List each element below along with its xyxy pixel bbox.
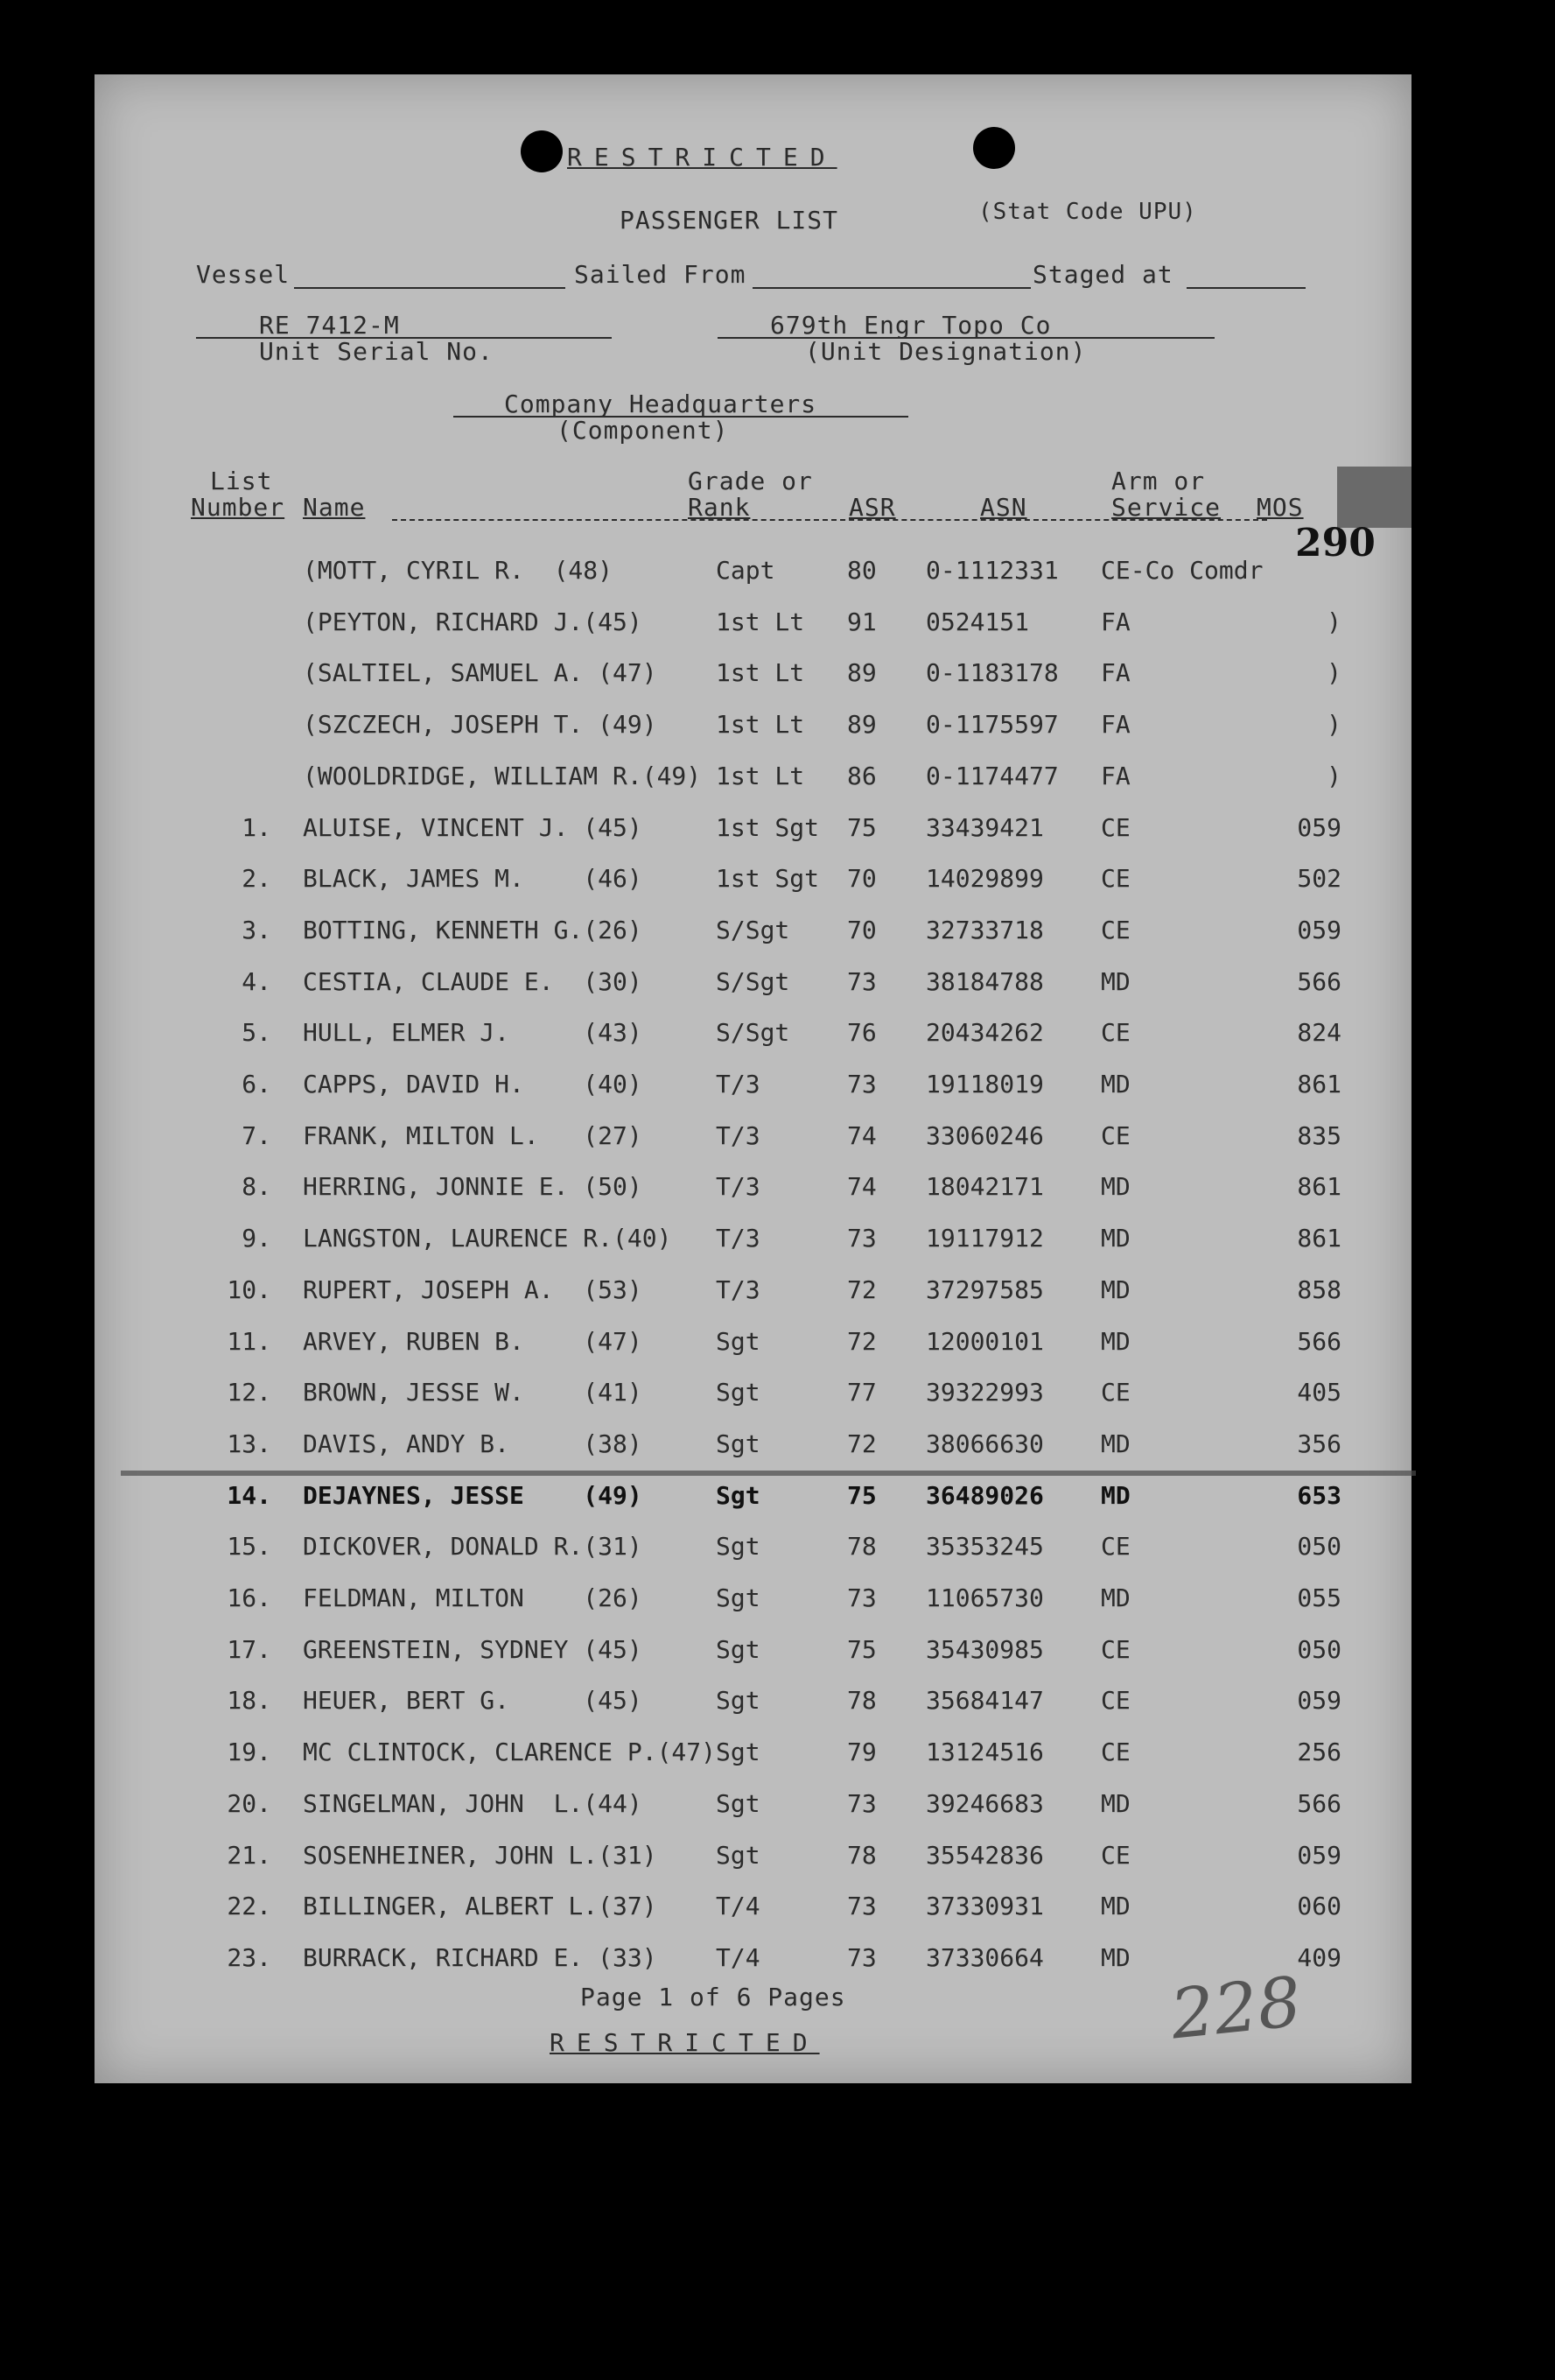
row-asr: 73 <box>847 1224 877 1253</box>
row-asr: 78 <box>847 1686 877 1716</box>
row-asn: 38184788 <box>926 966 1044 996</box>
row-asr: 91 <box>847 607 877 636</box>
row-arm: MD <box>1101 1172 1131 1202</box>
row-name: DAVIS, ANDY B. (38) <box>303 1429 642 1458</box>
row-arm: CE <box>1101 1634 1131 1664</box>
row-asr: 73 <box>847 1942 877 1972</box>
table-row <box>95 1018 1411 1053</box>
row-mos: 824 <box>1297 1018 1341 1048</box>
row-asr: 72 <box>847 1274 877 1304</box>
table-row <box>95 1327 1411 1362</box>
row-grade: T/4 <box>716 1892 760 1921</box>
row-asn: 0-1112331 <box>926 556 1059 585</box>
row-asr: 70 <box>847 864 877 894</box>
row-asn: 37330664 <box>926 1942 1044 1972</box>
row-asr: 73 <box>847 1583 877 1612</box>
row-asr: 79 <box>847 1738 877 1767</box>
sailed-from-line <box>753 287 1031 289</box>
table-row <box>95 1686 1411 1721</box>
row-mos: 050 <box>1297 1634 1341 1664</box>
row-asn: 19117912 <box>926 1224 1044 1253</box>
row-name: DICKOVER, DONALD R.(31) <box>303 1532 642 1562</box>
row-grade: Sgt <box>716 1480 760 1510</box>
row-arm: CE <box>1101 915 1131 944</box>
row-arm: MD <box>1101 1788 1131 1818</box>
row-mos: 409 <box>1297 1942 1341 1972</box>
row-name: MC CLINTOCK, CLARENCE P.(47)Sgt <box>303 1738 760 1767</box>
strike-line <box>121 1471 1416 1476</box>
table-row <box>95 1275 1411 1310</box>
row-grade: T/3 <box>716 1120 760 1150</box>
table-row <box>95 1583 1411 1618</box>
row-asn: 20434262 <box>926 1018 1044 1048</box>
row-asn: 37297585 <box>926 1274 1044 1304</box>
row-asr: 72 <box>847 1429 877 1458</box>
row-name: ALUISE, VINCENT J. (45) <box>303 812 642 842</box>
table-row <box>95 1378 1411 1413</box>
row-number: 7. <box>242 1120 271 1150</box>
row-mos: 059 <box>1297 915 1341 944</box>
row-number: 14. <box>227 1480 271 1510</box>
handwritten-number: 228 <box>1166 1962 1306 2055</box>
row-number: 11. <box>227 1326 271 1356</box>
row-asn: 33060246 <box>926 1120 1044 1150</box>
table-row <box>95 556 1411 591</box>
row-number: 18. <box>227 1686 271 1716</box>
row-number: 1. <box>242 812 271 842</box>
row-asn: 19118019 <box>926 1070 1044 1099</box>
table-row <box>95 607 1411 642</box>
table-row <box>95 1841 1411 1876</box>
row-grade: S/Sgt <box>716 966 790 996</box>
page-edge-tab <box>1337 467 1411 528</box>
row-number: 9. <box>242 1224 271 1253</box>
row-mos: 059 <box>1297 1686 1341 1716</box>
row-name: ARVEY, RUBEN B. (47) <box>303 1326 642 1356</box>
row-grade: Sgt <box>716 1840 760 1870</box>
table-row <box>95 1738 1411 1773</box>
row-asn: 0-1175597 <box>926 710 1059 740</box>
col-list-bottom: Number <box>191 493 285 522</box>
row-number: 4. <box>242 966 271 996</box>
row-arm: MD <box>1101 1583 1131 1612</box>
col-grade-bottom: Rank <box>688 493 751 522</box>
row-arm: CE <box>1101 812 1131 842</box>
row-number: 19. <box>227 1738 271 1767</box>
row-arm: FA <box>1101 761 1131 790</box>
row-name: FRANK, MILTON L. (27) <box>303 1120 642 1150</box>
row-name: RUPERT, JOSEPH A. (53) <box>303 1274 642 1304</box>
row-mos: 059 <box>1297 1840 1341 1870</box>
row-name: GREENSTEIN, SYDNEY (45) <box>303 1634 642 1664</box>
row-arm: CE <box>1101 864 1131 894</box>
row-mos: 566 <box>1297 966 1341 996</box>
unit-designation-value: 679th Engr Topo Co <box>770 311 1052 340</box>
row-arm: CE <box>1101 1378 1131 1408</box>
table-row <box>95 1789 1411 1824</box>
row-name: SINGELMAN, JOHN L.(44) <box>303 1788 642 1818</box>
row-arm: FA <box>1101 658 1131 688</box>
row-grade: Sgt <box>716 1326 760 1356</box>
row-name: (WOOLDRIDGE, WILLIAM R.(49) <box>303 761 702 790</box>
row-asn: 33439421 <box>926 812 1044 842</box>
row-asr: 75 <box>847 812 877 842</box>
row-grade: Sgt <box>716 1583 760 1612</box>
row-asr: 72 <box>847 1326 877 1356</box>
row-grade: Sgt <box>716 1429 760 1458</box>
row-grade: 1st Lt <box>716 658 805 688</box>
row-number: 17. <box>227 1634 271 1664</box>
row-grade: Sgt <box>716 1634 760 1664</box>
row-arm: MD <box>1101 966 1131 996</box>
header-dash-line <box>392 519 1267 521</box>
col-asr: ASR <box>849 493 896 522</box>
row-asn: 11065730 <box>926 1583 1044 1612</box>
table-row <box>95 762 1411 797</box>
col-asn: ASN <box>980 493 1027 522</box>
vessel-label: Vessel <box>196 260 291 289</box>
row-mos: 861 <box>1297 1070 1341 1099</box>
row-number: 5. <box>242 1018 271 1048</box>
row-grade: 1st Lt <box>716 761 805 790</box>
row-grade: T/3 <box>716 1224 760 1253</box>
row-arm: CE-Co Comdr <box>1101 556 1264 585</box>
row-number: 8. <box>242 1172 271 1202</box>
row-arm: MD <box>1101 1224 1131 1253</box>
stat-code: (Stat Code UPU) <box>978 199 1197 225</box>
unit-serial-value: RE 7412-M <box>259 311 400 340</box>
table-row <box>95 813 1411 848</box>
row-mos: 356 <box>1297 1429 1341 1458</box>
row-asn: 13124516 <box>926 1738 1044 1767</box>
row-mos: 405 <box>1297 1378 1341 1408</box>
table-row <box>95 1429 1411 1464</box>
row-arm: MD <box>1101 1892 1131 1921</box>
table-row <box>95 1172 1411 1207</box>
classification-top: RESTRICTED <box>567 143 837 172</box>
row-mos: 050 <box>1297 1532 1341 1562</box>
row-number: 10. <box>227 1274 271 1304</box>
row-asn: 35542836 <box>926 1840 1044 1870</box>
component-label: (Component) <box>557 416 729 445</box>
document-title: PASSENGER LIST <box>620 206 839 235</box>
row-arm: FA <box>1101 710 1131 740</box>
row-mos: 835 <box>1297 1120 1341 1150</box>
unit-serial-label: Unit Serial No. <box>259 337 494 366</box>
row-name: LANGSTON, LAURENCE R.(40) <box>303 1224 672 1253</box>
row-arm: MD <box>1101 1942 1131 1972</box>
page-stamp-number: 290 <box>1295 521 1376 565</box>
table-row <box>95 864 1411 899</box>
row-mos: ) <box>1327 710 1341 740</box>
row-asn: 12000101 <box>926 1326 1044 1356</box>
row-number: 2. <box>242 864 271 894</box>
row-mos: 566 <box>1297 1788 1341 1818</box>
row-asr: 73 <box>847 1070 877 1099</box>
row-asn: 35684147 <box>926 1686 1044 1716</box>
row-asn: 18042171 <box>926 1172 1044 1202</box>
row-name: SOSENHEINER, JOHN L.(31) <box>303 1840 657 1870</box>
classification-bottom: RESTRICTED <box>550 2028 820 2057</box>
row-grade: T/3 <box>716 1274 760 1304</box>
punch-hole-right <box>973 127 1015 169</box>
row-number: 3. <box>242 915 271 944</box>
row-number: 6. <box>242 1070 271 1099</box>
row-name: HERRING, JONNIE E. (50) <box>303 1172 642 1202</box>
row-grade: 1st Sgt <box>716 864 820 894</box>
row-asr: 70 <box>847 915 877 944</box>
row-number: 20. <box>227 1788 271 1818</box>
row-name: (SALTIEL, SAMUEL A. (47) <box>303 658 657 688</box>
document-page <box>95 74 1411 2083</box>
table-row <box>95 1070 1411 1105</box>
row-grade: Sgt <box>716 1378 760 1408</box>
row-name: DEJAYNES, JESSE (49) <box>303 1480 642 1510</box>
table-row <box>95 1121 1411 1156</box>
row-arm: MD <box>1101 1429 1131 1458</box>
page-count: Page 1 of 6 Pages <box>580 1983 846 2011</box>
row-name: CESTIA, CLAUDE E. (30) <box>303 966 642 996</box>
row-arm: MD <box>1101 1274 1131 1304</box>
row-asn: 35430985 <box>926 1634 1044 1664</box>
row-grade: S/Sgt <box>716 915 790 944</box>
row-mos: 858 <box>1297 1274 1341 1304</box>
row-mos: 653 <box>1297 1480 1341 1510</box>
row-asr: 73 <box>847 966 877 996</box>
table-row <box>95 1224 1411 1259</box>
punch-hole-left <box>521 130 563 172</box>
table-row <box>95 967 1411 1002</box>
row-number: 21. <box>227 1840 271 1870</box>
row-arm: CE <box>1101 1840 1131 1870</box>
row-asn: 39246683 <box>926 1788 1044 1818</box>
row-grade: Sgt <box>716 1532 760 1562</box>
row-name: BROWN, JESSE W. (41) <box>303 1378 642 1408</box>
row-name: BLACK, JAMES M. (46) <box>303 864 642 894</box>
row-asr: 89 <box>847 658 877 688</box>
row-name: BILLINGER, ALBERT L.(37) <box>303 1892 657 1921</box>
col-grade-top: Grade or <box>688 467 813 495</box>
col-arm-bottom: Service <box>1111 493 1222 522</box>
row-asr: 80 <box>847 556 877 585</box>
row-name: (PEYTON, RICHARD J.(45) <box>303 607 642 636</box>
table-row <box>95 658 1411 693</box>
row-asr: 74 <box>847 1172 877 1202</box>
row-name: (MOTT, CYRIL R. (48) <box>303 556 613 585</box>
col-name: Name <box>303 493 366 522</box>
row-asr: 75 <box>847 1480 877 1510</box>
staged-at-line <box>1187 287 1306 289</box>
row-name: HEUER, BERT G. (45) <box>303 1686 642 1716</box>
table-row <box>95 1892 1411 1927</box>
table-row <box>95 1532 1411 1567</box>
row-arm: MD <box>1101 1326 1131 1356</box>
row-arm: CE <box>1101 1532 1131 1562</box>
row-asr: 78 <box>847 1532 877 1562</box>
sailed-from-label: Sailed From <box>574 260 746 289</box>
row-number: 12. <box>227 1378 271 1408</box>
component-value: Company Headquarters <box>504 390 817 418</box>
row-asr: 73 <box>847 1788 877 1818</box>
row-number: 23. <box>227 1942 271 1972</box>
row-asn: 38066630 <box>926 1429 1044 1458</box>
row-grade: Sgt <box>716 1788 760 1818</box>
row-arm: FA <box>1101 607 1131 636</box>
row-asn: 39322993 <box>926 1378 1044 1408</box>
row-grade: Sgt <box>716 1686 760 1716</box>
row-asr: 77 <box>847 1378 877 1408</box>
row-name: FELDMAN, MILTON (26) <box>303 1583 642 1612</box>
row-name: HULL, ELMER J. (43) <box>303 1018 642 1048</box>
row-asr: 74 <box>847 1120 877 1150</box>
row-mos: ) <box>1327 607 1341 636</box>
vessel-line <box>294 287 565 289</box>
row-grade: T/4 <box>716 1942 760 1972</box>
table-row <box>95 710 1411 745</box>
row-asr: 75 <box>847 1634 877 1664</box>
row-asn: 35353245 <box>926 1532 1044 1562</box>
row-name: CAPPS, DAVID H. (40) <box>303 1070 642 1099</box>
row-number: 13. <box>227 1429 271 1458</box>
row-mos: 861 <box>1297 1224 1341 1253</box>
row-arm: CE <box>1101 1120 1131 1150</box>
row-mos: 256 <box>1297 1738 1341 1767</box>
row-grade: 1st Sgt <box>716 812 820 842</box>
row-name: BURRACK, RICHARD E. (33) <box>303 1942 657 1972</box>
row-asn: 14029899 <box>926 864 1044 894</box>
staged-at-label: Staged at <box>1033 260 1173 289</box>
row-arm: MD <box>1101 1070 1131 1099</box>
row-grade: 1st Lt <box>716 710 805 740</box>
row-mos: ) <box>1327 658 1341 688</box>
row-mos: ) <box>1327 761 1341 790</box>
table-row <box>95 1481 1411 1516</box>
row-asr: 86 <box>847 761 877 790</box>
row-asr: 73 <box>847 1892 877 1921</box>
row-grade: Capt <box>716 556 775 585</box>
row-asn: 36489026 <box>926 1480 1044 1510</box>
row-asn: 0524151 <box>926 607 1030 636</box>
col-list-top: List <box>210 467 273 495</box>
row-mos: 060 <box>1297 1892 1341 1921</box>
col-mos: MOS <box>1257 493 1304 522</box>
row-number: 15. <box>227 1532 271 1562</box>
row-asr: 89 <box>847 710 877 740</box>
row-mos: 566 <box>1297 1326 1341 1356</box>
row-number: 22. <box>227 1892 271 1921</box>
unit-designation-label: (Unit Designation) <box>805 337 1087 366</box>
row-arm: MD <box>1101 1480 1131 1510</box>
row-asr: 76 <box>847 1018 877 1048</box>
row-asn: 37330931 <box>926 1892 1044 1921</box>
row-arm: CE <box>1101 1018 1131 1048</box>
col-arm-top: Arm or <box>1111 467 1206 495</box>
table-row <box>95 916 1411 951</box>
row-asr: 78 <box>847 1840 877 1870</box>
row-mos: 861 <box>1297 1172 1341 1202</box>
row-arm: CE <box>1101 1686 1131 1716</box>
row-arm: CE <box>1101 1738 1131 1767</box>
row-mos: 502 <box>1297 864 1341 894</box>
row-grade: 1st Lt <box>716 607 805 636</box>
row-number: 16. <box>227 1583 271 1612</box>
row-name: (SZCZECH, JOSEPH T. (49) <box>303 710 657 740</box>
row-asn: 0-1183178 <box>926 658 1059 688</box>
row-grade: T/3 <box>716 1070 760 1099</box>
row-mos: 055 <box>1297 1583 1341 1612</box>
row-asn: 0-1174477 <box>926 761 1059 790</box>
row-asn: 32733718 <box>926 915 1044 944</box>
row-mos: 059 <box>1297 812 1341 842</box>
table-row <box>95 1635 1411 1670</box>
row-grade: S/Sgt <box>716 1018 790 1048</box>
row-name: BOTTING, KENNETH G.(26) <box>303 915 642 944</box>
row-grade: T/3 <box>716 1172 760 1202</box>
